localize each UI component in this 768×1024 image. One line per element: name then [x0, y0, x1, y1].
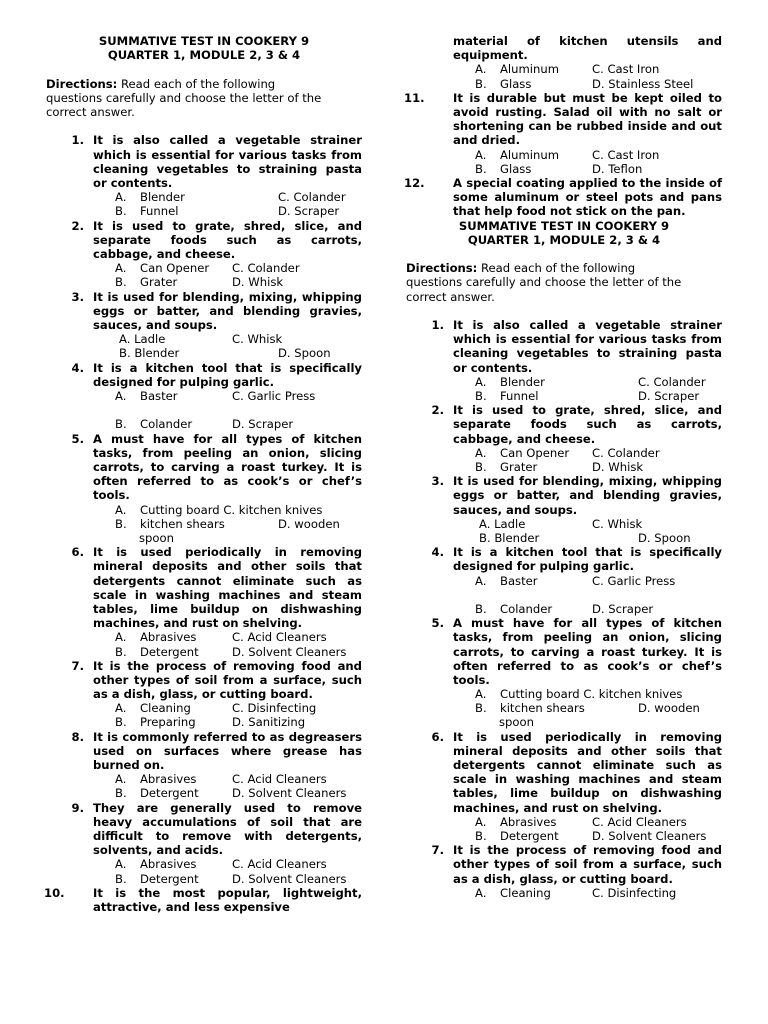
question-7: [406, 843, 722, 886]
question-number: 2.: [431, 403, 444, 418]
directions-label: Directions:: [46, 76, 118, 91]
answer-option: B. Detergent D. Solvent Cleaners: [115, 786, 347, 801]
directions-text: correct answer.: [406, 289, 495, 304]
question-text: It is also called a vegetable strainer which is essential for various tasks from cleaning vegetables to straining pasta or contents.: [93, 133, 362, 190]
answer-option: A. Cleaning C. Disinfecting: [475, 885, 677, 900]
question-number: 9.: [71, 800, 84, 815]
directions-label: Directions:: [406, 261, 478, 276]
question-5: [406, 616, 722, 687]
question-text: It is used to grate, shred, slice, and separate foods such as carrots, cabbage, and cheese.: [453, 403, 722, 446]
question-3: [406, 474, 722, 517]
answer-option: A. Ladle C. Whisk: [119, 332, 283, 347]
question-text: A must have for all types of kitchen tasks, from peeling an onion, slicing carrots, to carving a roast turkey. It is often referred to as cook’s or chef’s tools.: [93, 431, 362, 503]
question-number: 3.: [431, 474, 444, 489]
question-4: [46, 361, 362, 389]
title-line: SUMMATIVE TEST IN COOKERY 9: [458, 218, 670, 233]
question-text: It is commonly referred to as degreasers used on surfaces where grease has burned on.: [93, 729, 362, 773]
test-title: [406, 219, 722, 247]
test-title: [46, 34, 362, 62]
question-text: It is also called a vegetable strainer which is essential for various tasks from cleaning vegetables to straining pasta or contents.: [453, 317, 722, 375]
question-number: 4.: [71, 360, 84, 375]
question-text: They are generally used to remove heavy accumulations of soil that are difficult to remove with detergents, solvents, and acids.: [93, 800, 362, 858]
question-9: [46, 801, 362, 858]
question-7: [46, 659, 362, 702]
question-number: 2.: [71, 218, 84, 233]
question-number: 4.: [431, 545, 444, 560]
question-text: It is durable but must be kept oiled to avoid rusting. Salad oil with no salt or shortening can be rubbed inside and out and dried.: [453, 90, 722, 148]
answer-option: B. Detergent D. Solvent Cleaners: [115, 871, 347, 886]
answer-option: B. Grater D. Whisk: [475, 459, 644, 474]
question-text: It is used periodically in removing mineral deposits and other soils that detergents cannot eliminate such as scale in washing machines and steam tables, lime buildup on dishwashing machines, and rust on shelving.: [453, 729, 722, 815]
answer-option: A. Blender C. Colander: [475, 374, 706, 389]
question-2: [406, 403, 722, 446]
answer-option: B. Detergent D. Solvent Cleaners: [115, 644, 347, 659]
question-text: It is the most popular, lightweight, attractive, and less expensive: [93, 885, 362, 915]
answer-option: B. kitchen shears D. wooden: [115, 516, 340, 531]
answer-option: B. Funnel D. Scraper: [115, 204, 340, 219]
directions-text: questions carefully and choose the letter of the: [406, 275, 682, 290]
answer-option: B. Preparing D. Sanitizing: [115, 715, 306, 730]
title-line: QUARTER 1, MODULE 2, 3 & 4: [107, 48, 301, 63]
question-number: 5.: [71, 431, 84, 446]
question-8: [46, 730, 362, 773]
answer-option: B. Colander D. Scraper: [475, 601, 654, 616]
answer-option: A. Can Opener C. Colander: [115, 261, 300, 276]
answer-option: A. Cleaning C. Disinfecting: [115, 701, 317, 716]
question-number: 5.: [431, 616, 444, 631]
question-text: It is used for blending, mixing, whipping eggs or batter, and blending gravies, sauces, and soups.: [453, 474, 722, 517]
answer-option: B. kitchen shears D. wooden: [475, 701, 700, 716]
answer-option: A. Cutting board C. kitchen knives: [115, 502, 323, 517]
directions-text: Read each of the following: [117, 76, 276, 91]
question-number: 7.: [71, 658, 84, 673]
answer-option: A. Aluminum C. Cast Iron: [475, 62, 660, 77]
answer-option: A. Blender C. Colander: [115, 190, 346, 205]
directions-text: questions carefully and choose the letter of the: [46, 90, 322, 105]
directions: [406, 261, 722, 304]
answer-option: B. Glass D. Stainless Steel: [475, 76, 694, 91]
question-number: 1.: [431, 317, 444, 332]
question-4: [406, 545, 722, 573]
question-6: [406, 730, 722, 815]
question-text: It is the process of removing food and other types of soil from a surface, such as a dish, glass, or cutting board.: [453, 843, 722, 886]
answer-option: A. Baster C. Garlic Press: [115, 388, 316, 403]
answer-option-continued: spoon: [139, 530, 174, 545]
question-number: 11.: [404, 90, 425, 105]
answer-option: A. Abrasives C. Acid Cleaners: [115, 772, 327, 787]
question-number: 7.: [431, 843, 444, 858]
question-number: 10.: [44, 885, 65, 900]
answer-option-continued: spoon: [499, 715, 534, 730]
question-10: [46, 886, 362, 914]
question-5: [46, 432, 362, 503]
title-line: QUARTER 1, MODULE 2, 3 & 4: [467, 232, 661, 247]
answer-option: A. Abrasives C. Acid Cleaners: [475, 814, 687, 829]
question-text: It is a kitchen tool that is specifically designed for pulping garlic.: [93, 360, 362, 389]
answer-option: A. Ladle C. Whisk: [479, 516, 643, 531]
question-3: [46, 290, 362, 333]
question-1: [46, 133, 362, 190]
question-text: It is used for blending, mixing, whipping eggs or batter, and blending gravies, sauces, and soups.: [93, 289, 362, 332]
directions-text: correct answer.: [46, 105, 135, 119]
directions: [46, 77, 362, 120]
question-number: 6.: [431, 729, 444, 744]
question-text: It is a kitchen tool that is specifically designed for pulping garlic.: [453, 545, 722, 574]
question-number: 8.: [71, 729, 84, 744]
question-text: It is used to grate, shred, slice, and separate foods such as carrots, cabbage, and cheese.: [93, 218, 362, 261]
answer-option: A. Abrasives C. Acid Cleaners: [115, 630, 327, 645]
question-12: [406, 176, 722, 219]
directions-text: Read each of the following: [477, 261, 636, 276]
question-10-continued: material of kitchen utensils and equipment.: [453, 34, 722, 63]
answer-option: A. Baster C. Garlic Press: [475, 573, 676, 588]
answer-option: A. Aluminum C. Cast Iron: [475, 147, 660, 162]
question-text: A special coating applied to the inside of some aluminum or steel pots and pans that help food not stick on the pan.: [453, 175, 722, 219]
answer-option: B. Detergent D. Solvent Cleaners: [475, 829, 707, 844]
answer-option: A. Abrasives C. Acid Cleaners: [115, 857, 327, 872]
answer-option: A. Can Opener C. Colander: [475, 445, 660, 460]
answer-option: B. Glass D. Teflon: [475, 161, 643, 176]
question-number: 3.: [71, 289, 84, 304]
answer-option: A. Cutting board C. kitchen knives: [475, 687, 683, 702]
answer-option: B. Blender D. Spoon: [479, 530, 691, 545]
question-number: 1.: [71, 133, 84, 148]
question-text: A must have for all types of kitchen tasks, from peeling an onion, slicing carrots, to carving a roast turkey. It is often referred to as cook’s or chef’s tools.: [453, 616, 722, 687]
question-text: It is the process of removing food and other types of soil from a surface, such as a dish, glass, or cutting board.: [93, 658, 362, 702]
question-number: 12.: [404, 175, 425, 190]
question-1: [406, 318, 722, 375]
question-number: 6.: [71, 545, 84, 560]
answer-option: B. Grater D. Whisk: [115, 275, 284, 290]
question-text: It is used periodically in removing mineral deposits and other soils that detergents cannot eliminate such as scale in washing machines and steam tables, lime buildup on dishwashing machines, and rust on shelving.: [93, 545, 362, 631]
question-6: [46, 545, 362, 630]
answer-option: B. Colander D. Scraper: [115, 417, 294, 432]
right-column: [406, 0, 722, 900]
question-11: [406, 91, 722, 148]
left-column: [46, 0, 362, 914]
answer-option: B. Funnel D. Scraper: [475, 388, 700, 403]
title-line: SUMMATIVE TEST IN COOKERY 9: [98, 34, 310, 48]
answer-option: B. Blender D. Spoon: [119, 346, 331, 361]
question-2: [46, 219, 362, 262]
